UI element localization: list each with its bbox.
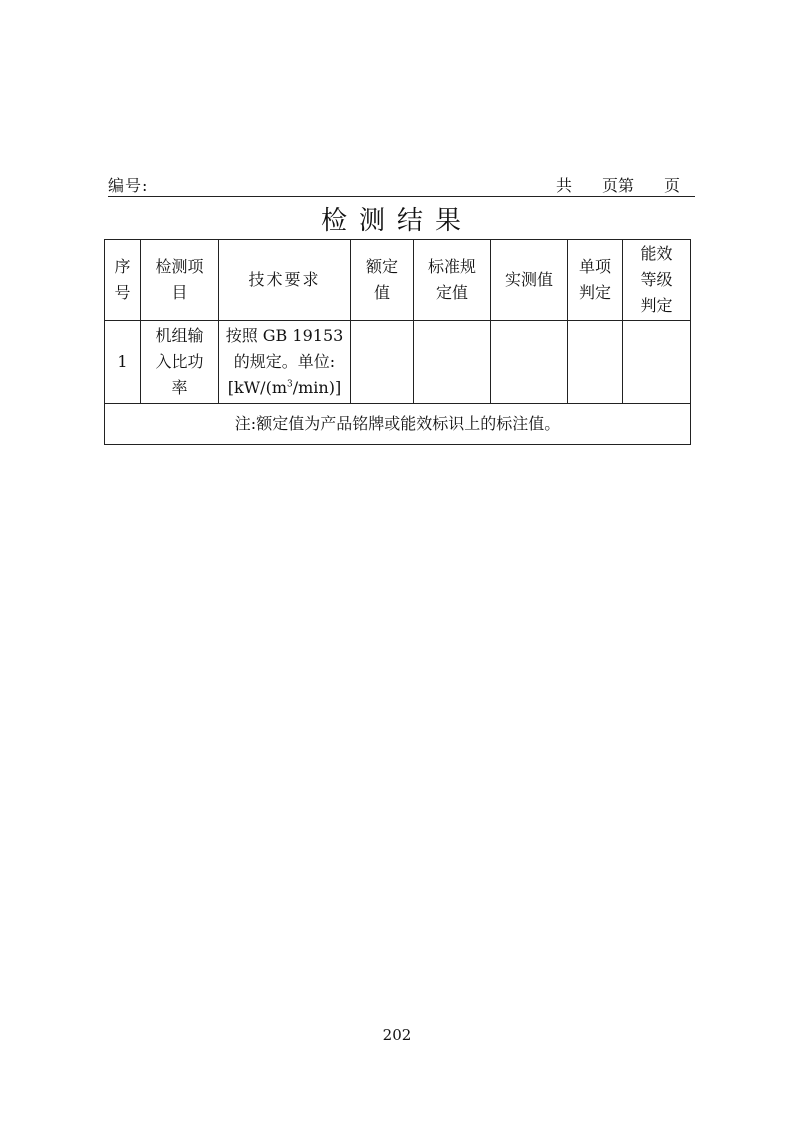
column-header-requirement: 技术要求: [219, 240, 351, 321]
table-row: [105, 321, 691, 404]
total-pages-label: 共: [555, 176, 572, 195]
column-header-seq: 序号: [105, 240, 141, 321]
column-header-grade-judgement: 能效等级判定: [623, 240, 691, 321]
document-title: 检测结果: [320, 206, 473, 236]
column-header-measured: 实测值: [491, 240, 568, 321]
row-requirement: 按照 GB 19153 的规定。单位: $[kW/(m^3/\min)]$: [219, 321, 351, 404]
column-header-item: 检测项目: [141, 240, 219, 321]
table-note: 注:额定值为产品铭牌或能效标识上的标注值。: [105, 404, 691, 445]
document-header: [108, 172, 695, 197]
row-rated-value: [351, 321, 414, 404]
note-row: [105, 404, 691, 445]
page-of-label: 页第: [601, 176, 634, 195]
table-header-row: [105, 240, 691, 321]
page-number: 202: [382, 1026, 412, 1044]
row-seq: 1: [105, 321, 141, 404]
column-header-rated: 额定值: [351, 240, 414, 321]
document-number-label: 编号:: [108, 176, 149, 195]
column-header-single-judgement: 单项判定: [568, 240, 623, 321]
row-standard-value: [414, 321, 491, 404]
row-single-judgement: [568, 321, 623, 404]
results-table: [104, 239, 691, 445]
row-item: 机组输入比功率: [141, 321, 219, 404]
column-header-standard: 标准规定值: [414, 240, 491, 321]
page-count-label: [556, 173, 680, 196]
page-end-label: 页: [663, 176, 680, 195]
row-measured-value: [491, 321, 568, 404]
row-grade-judgement: [623, 321, 691, 404]
